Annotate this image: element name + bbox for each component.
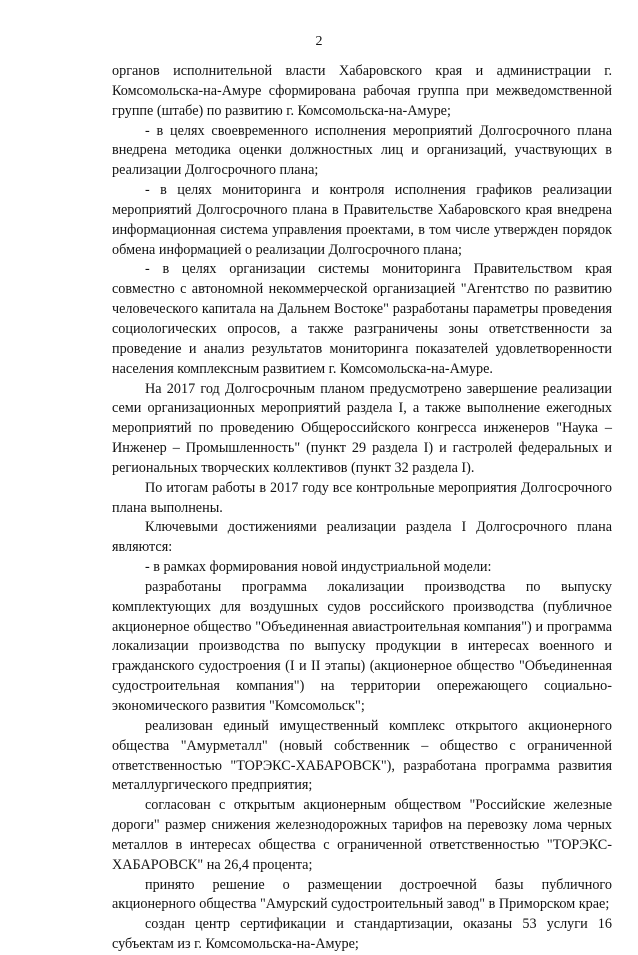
paragraph: - в целях своевременного исполнения мероприятий Долгосрочного плана внедрена методика оценки должностных лиц и организаций, участвующих в реализации Долгосрочного плана;: [112, 122, 612, 179]
paragraph: По итогам работы в 2017 году все контрольные мероприятия Долгосрочного плана выполнены.: [112, 479, 612, 516]
paragraph: создан центр сертификации и стандартизации, оказаны 53 услуги 16 субъектам из г. Комсомольска-на-Амуре;: [112, 916, 612, 953]
paragraph-continued: органов исполнительной власти Хабаровского края и администрации г. Комсомольска-на-Амуре сформирована рабочая группа при межведомственной группе (штабе) по развитию г. Комсомольска-на-Амуре;: [112, 63, 612, 119]
paragraph: разработаны программа локализации производства по выпуску комплектующих для воздушных судов российского производства (публичное акционерное общество "Объединенная авиастроительная компания") и программа локализации производства по выпуску продукции в интересах военного и гражданского судостроения (I и II этапы) (акционерное общество "Объединенная судостроительная компания") на территории опережающего социально-экономического развития "Комсомольск";: [112, 578, 612, 714]
paragraph: - в целях организации системы мониторинга Правительством края совместно с автономной некоммерческой организацией "Агентство по развитию человеческого капитала на Дальнем Востоке" разработаны параметры проведения социологических опросов, а также разграничены зоны ответственности за проведение и анализ результатов мониторинга показателей удовлетворенности населения комплексным развитием г. Комсомольска-на-Амуре.: [112, 261, 612, 377]
page-number: 2: [315, 34, 323, 49]
paragraph: - в целях мониторинга и контроля исполнения графиков реализации мероприятий Долгосрочного плана в Правительстве Хабаровского края внедрена информационная система управления проектами, в том числе утвержден порядок обмена информацией о реализации Долгосрочного плана;: [112, 182, 612, 258]
document-body: [112, 62, 612, 955]
paragraph: - в рамках формирования новой индустриальной модели:: [145, 559, 492, 576]
paragraph: Ключевыми достижениями реализации раздела I Долгосрочного плана являются:: [112, 519, 612, 556]
paragraph: реализован единый имущественный комплекс открытого акционерного общества "Амурметалл" (новый собственник – общество с ограниченной ответственностью "ТОРЭКС-ХАБАРОВСК"), разработана программа развития металлургического предприятия;: [112, 717, 612, 794]
paragraph: На 2017 год Долгосрочным планом предусмотрено завершение реализации семи организационных мероприятий раздела I, а также выполнение ежегодных мероприятий по проведению Общероссийского конгресса инженеров "Наука – Инженер – Промышленность" (пункт 29 раздела I) и гастролей федеральных и региональных творческих коллективов (пункт 32 раздела I).: [112, 380, 612, 476]
paragraph: согласован с открытым акционерным обществом "Российские железные дороги" размер снижения железнодорожных тарифов на перевозку лома черных металлов в интересах общества с ограниченной ответственностью "ТОРЭКС-ХАБАРОВСК" на 26,4 процента;: [112, 797, 612, 873]
paragraph: принято решение о размещении достроечной базы публичного акционерного общества "Амурский судостроительный завод" в Приморском крае;: [112, 876, 612, 913]
